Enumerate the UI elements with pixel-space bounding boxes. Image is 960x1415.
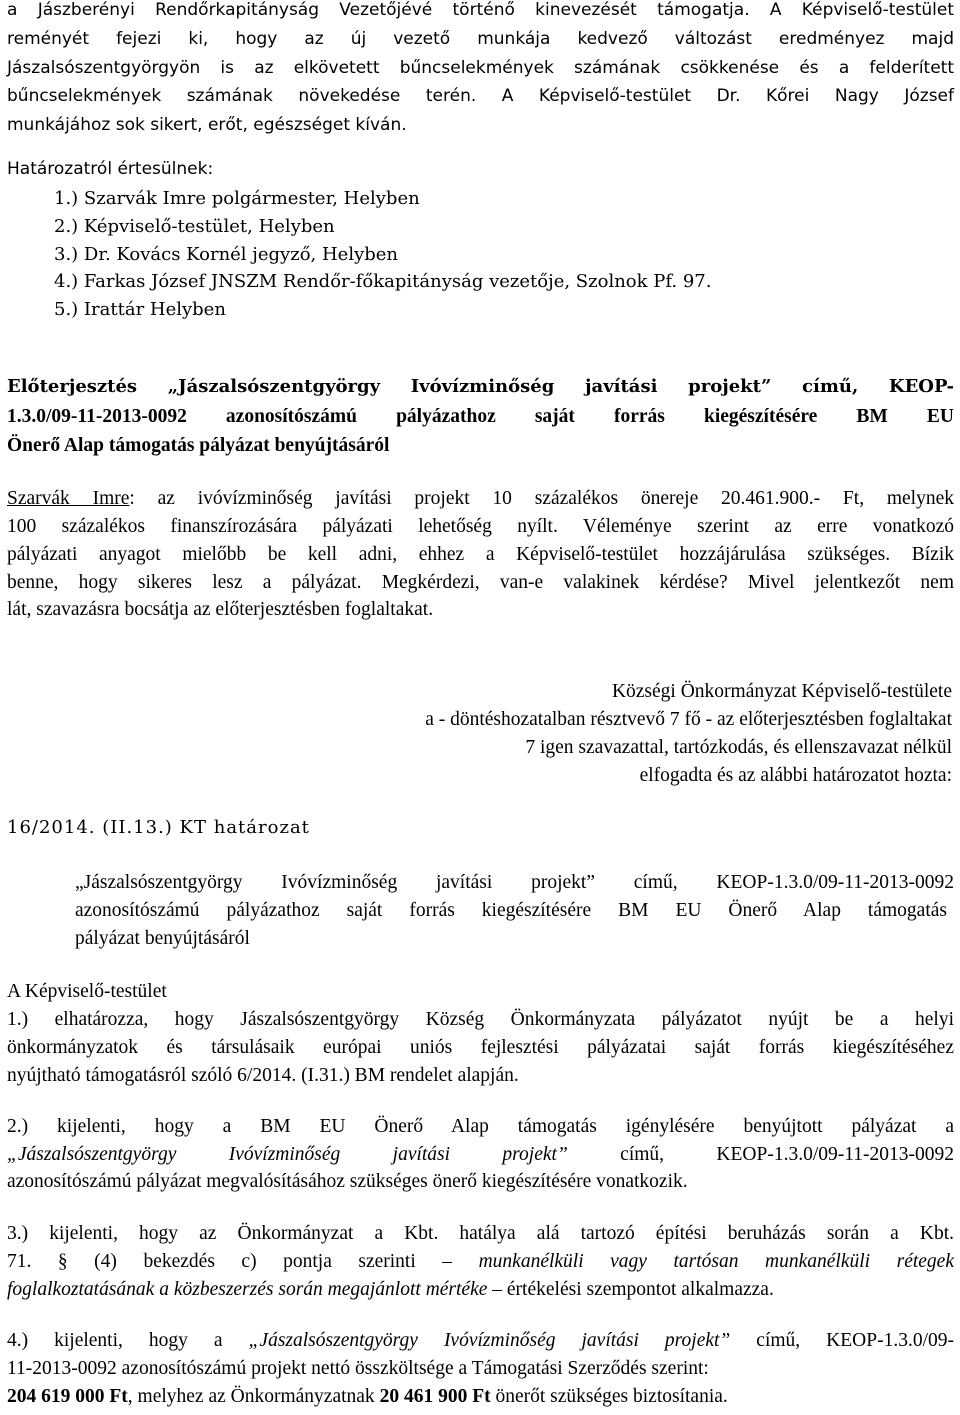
- intro-line-4: bűncselekmények számának növekedése terén. A Képviselő-testület Dr. Kőrei Nagy József: [7, 86, 954, 106]
- recipient-item: 4.) Farkas József JNSZM Rendőr-főkapitányság vezetője, Szolnok Pf. 97.: [54, 271, 712, 292]
- resolution-title-line-1: „Jászalsószentgyörgy Ivóvízminőség javítási projekt” című, KEOP-1.3.0/09-11-2013-0092: [75, 872, 954, 893]
- proposal-title-line-3: Önerő Alap támogatás pályázat benyújtásáról: [7, 435, 390, 456]
- resolution-body-heading: A Képviselő-testület: [7, 981, 167, 1002]
- point-3-line-3: foglalkoztatásának a közbeszerzés során megajánlott mértéke – értékelési szempontot alkalmazza.: [7, 1279, 774, 1300]
- speech-line-5: lát, szavazásra bocsátja az előterjesztésben foglaltakat.: [7, 599, 434, 620]
- intro-line-5: munkájához sok sikert, erőt, egészséget kíván.: [7, 115, 407, 135]
- proposal-title-line-1: Előterjesztés „Jászalsószentgyörgy Ivóvízminőség javítási projekt” című, KEOP-: [7, 376, 954, 397]
- point-4-line-1: 4.) kijelenti, hogy a „Jászalsószentgyörgy Ivóvízminőség javítási projekt” című, KEOP-1.3.0/09-: [7, 1330, 954, 1351]
- resolution-number: 16/2014. (II.13.) KT határozat: [7, 817, 310, 838]
- point-1-line-3: nyújtható támogatásról szóló 6/2014. (I.31.) BM rendelet alapján.: [7, 1065, 519, 1086]
- amount-self-contribution: 20 461 900 Ft: [379, 1386, 491, 1407]
- point-2-line-3: azonosítószámú pályázat megvalósításához szükséges önerő kiegészítésére vonatkozik.: [7, 1171, 688, 1192]
- vote-line-4: elfogadta és az alábbi határozatot hozta:: [639, 765, 952, 786]
- point-1-line-1: 1.) elhatározza, hogy Jászalsószentgyörgy Község Önkormányzata pályázatot nyújt be a helyi: [7, 1009, 954, 1030]
- point-3-line-2: 71. § (4) bekezdés c) pontja szerinti – munkanélküli vagy tartósan munkanélküli rétegek: [7, 1251, 954, 1272]
- point-2-line-2: „Jászalsószentgyörgy Ivóvízminőség javítási projekt” című, KEOP-1.3.0/09-11-2013-0092: [7, 1144, 954, 1165]
- project-name-italic: „Jászalsószentgyörgy Ivóvízminőség javítási projekt”: [7, 1144, 568, 1165]
- vote-line-3: 7 igen szavazattal, tartózkodás, és ellenszavazat nélkül: [525, 737, 952, 758]
- intro-line-3: Jászalsószentgyörgyön is az elkövetett bűncselekmények számának csökkenése és a felderített: [7, 58, 954, 78]
- amount-total: 204 619 000 Ft: [7, 1386, 128, 1407]
- speech-line-1: Szarvák Imre: az ivóvízminőség javítási projekt 10 százalékos önereje 20.461.900.- Ft, melynek: [7, 488, 954, 509]
- vote-line-2: a - döntéshozatalban résztvevő 7 fő - az előterjesztésben foglaltakat: [425, 709, 952, 730]
- point-2-line-1: 2.) kijelenti, hogy a BM EU Önerő Alap támogatás igénylésére benyújtott pályázat a: [7, 1116, 954, 1137]
- resolution-title-line-3: pályázat benyújtásáról: [75, 928, 250, 949]
- speech-line-2: 100 százalékos finanszírozására pályázati lehetőség nyílt. Véleménye szerint az erre vonatkozó: [7, 516, 954, 537]
- intro-line-1: a Jászberényi Rendőrkapitányság Vezetőjévé történő kinevezését támogatja. A Képviselő-testület: [7, 0, 954, 20]
- recipient-item: 3.) Dr. Kovács Kornél jegyző, Helyben: [54, 244, 399, 265]
- proposal-title-line-2: 1.3.0/09-11-2013-0092 azonosítószámú pályázathoz saját forrás kiegészítésére BM EU: [7, 406, 954, 427]
- point-1-line-2: önkormányzatok és társulásaik európai uniós fejlesztési pályázatai saját forrás kiegészítéséhez: [7, 1037, 954, 1058]
- recipient-item: 2.) Képviselő-testület, Helyben: [54, 216, 335, 237]
- point-3-line-1: 3.) kijelenti, hogy az Önkormányzat a Kbt. hatálya alá tartozó építési beruházás során a Kbt.: [7, 1223, 954, 1244]
- speech-line-3: pályázati anyagot mielőbb be kell adni, ehhez a Képviselő-testület hozzájárulása szükséges. Bízik: [7, 544, 954, 565]
- speaker-name: Szarvák Imre: [7, 488, 130, 509]
- point-4-line-3: 204 619 000 Ft, melyhez az Önkormányzatnak 20 461 900 Ft önerőt szükséges biztosítania.: [7, 1386, 728, 1407]
- point-4-line-2: 11-2013-0092 azonosítószámú projekt nettó összköltsége a Támogatási Szerződés szerint:: [7, 1358, 709, 1379]
- intro-line-2: reményét fejezi ki, hogy az új vezető munkája kedvező változást eredményez majd: [7, 29, 954, 49]
- speech-line-4: benne, hogy sikeres lesz a pályázat. Megkérdezi, van-e valakinek kérdése? Mivel jelentkezőt nem: [7, 572, 954, 593]
- recipient-item: 5.) Irattár Helyben: [54, 299, 226, 320]
- vote-line-1: Községi Önkormányzat Képviselő-testülete: [611, 681, 952, 702]
- recipient-item: 1.) Szarvák Imre polgármester, Helyben: [54, 188, 420, 209]
- resolution-title-line-2: azonosítószámú pályázathoz saját forrás kiegészítésére BM EU Önerő Alap támogatás: [75, 900, 947, 921]
- recipients-heading: Határozatról értesülnek:: [7, 159, 214, 179]
